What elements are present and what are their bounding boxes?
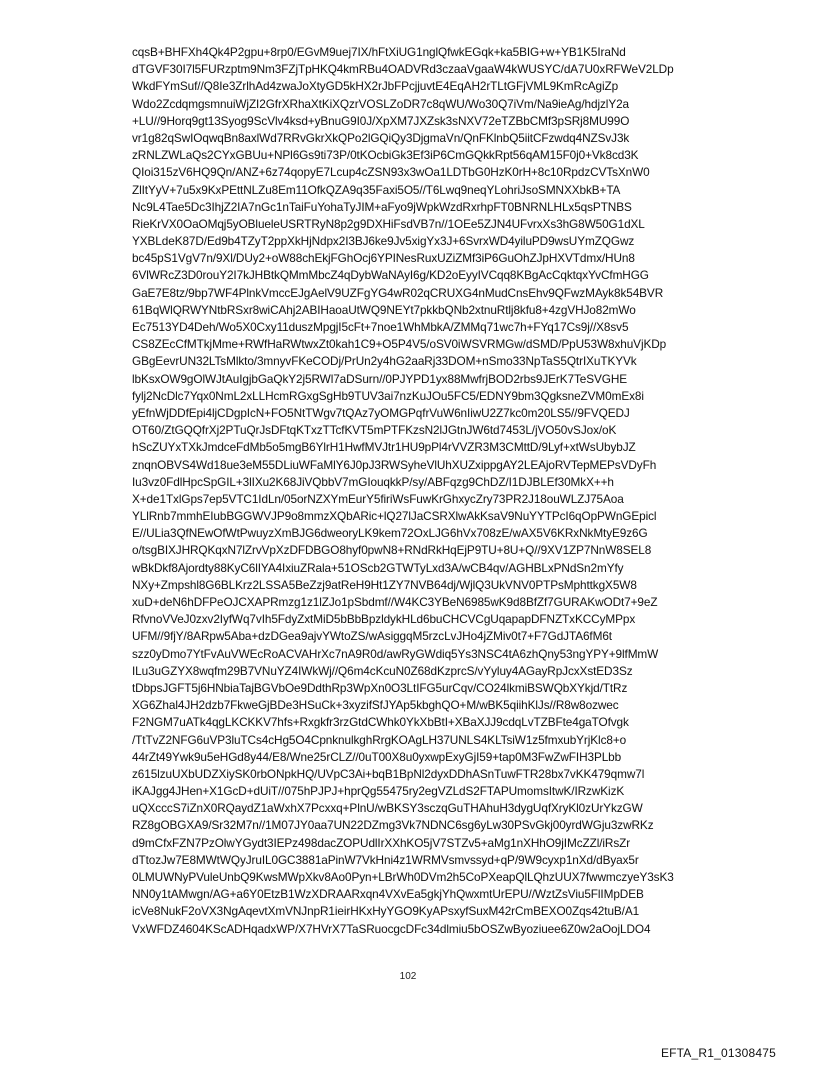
encoded-text-line: 6VlWRcZ3D0rouY2I7kJHBtkQMmMbcZ4qDybWaNAyI6g/KD2oEyyIVCqq8KBgAcCqktqxYvCfmHGG [132, 268, 649, 283]
encoded-text-line: NXy+Zmpshl8G6BLKrz2LSSA5BeZzj9atReH9Ht1ZY7NVB64dj/WjlQ3UkVNV0PTPsMphttkgX5W8 [132, 577, 637, 592]
encoded-text-block [132, 44, 692, 955]
encoded-text-line: CS8ZEcCfMTkjMme+RWfHaRWtwxZt0kah1C9+O5P4V5/oSV0iWSVRMGw/dSMD/PpU53W8xhuVjKDp [132, 337, 667, 352]
encoded-text-line: d9mCfxFZN7PzOlwYGydt3IEPz498dacZOPUdlIrXXhKO5jV7STZv5+aMg1nXHhO9jIMcZZl/iRsZr [132, 835, 631, 850]
encoded-text-line: YXBLdeK87D/Ed9b4TZyT2ppXkHjNdpx2I3BJ6ke9Jv5xigYx3J+6SvrxWD4yiluPD9wsUYmZQGwz [132, 234, 635, 249]
encoded-text-line: Iu3vz0FdlHpcSpGIL+3lIXu2K68JiVQbbV7mGIouqkkP/sy/ABFqzg9ChDZ/I1DJBLEf30MkX++h [132, 474, 614, 489]
encoded-text-line: VxWFDZ4604KScADHqadxWP/X7HVrX7TaSRuocgcDFc34dlmiu5bOSZwByoziuee6Z0w2aOojLDO4 [132, 921, 651, 936]
encoded-text-line: yEfnWjDDfEpi4ljCDgpIcN+FO5NtTWgv7tQAz7yOMGPqfrVuW6nIiwU2Z7kc0m20LS5//9FVQEDJ [132, 405, 630, 420]
encoded-text-line: Wdo2ZcdqmgsmnuiWjZI2GfrXRhaXtKiXQzrVOSLZoDR7c8qWU/Wo30Q7iVm/Na9ieAg/hdjzlY2a [132, 96, 630, 111]
encoded-text-line: dTtozJw7E8MWtWQyJruIL0GC3881aPinW7VkHni4z1WRMVsmvssyd+qP/9W9cyxp1nXd/dByax5r [132, 852, 639, 867]
encoded-text-line: ILu3uGZYX8wqfm29B7VNuYZ4IWkWj//Q6m4cKcuN0Z68dKzprcS/vYyluy4AGayRpJcxXstED3Sz [132, 663, 633, 678]
encoded-text-line: YLlRnb7mmhEIubBGGWVJP9o8mmzXQbARic+lQ27lJaCSRXlwAkKsaV9NuYYTPcI6qOpPWnGEpicl [132, 509, 657, 524]
encoded-text-line: +LU//9Horq9gt13Syog9ScVlv4ksd+yBnuG9I0J/XpXM7JXZsk3sNXV72eTZBbCMf3pSRj8MU99O [132, 113, 630, 128]
encoded-text-line: RZ8gOBGXA9/Sr32M7n//1M07JY0aa7UN22DZmg3Vk7NDNC6sg6yLw30PSvGkj00yrdWGju3zwRKz [132, 818, 654, 833]
encoded-text-line: RieKrVX0OaOMqj5yOBlueleUSRTRyN8p2g9DXHiFsdVB7n//1OEe5ZJN4UFvrxXs3hG8W50G1dXL [132, 216, 645, 231]
encoded-text-line: 61BqWlQRWYNtbRSxr8wiCAhj2ABIHaoaUtWQ9NEYt7pkkbQNb2xtnuRtlj8kfu8+4zgVHJo82mWo [132, 302, 636, 317]
page-number: 102 [399, 971, 417, 982]
document-id: EFTA_R1_01308475 [660, 1046, 776, 1060]
encoded-text-line: uQXcccS7iZnX0RQaydZ1aWxhX7Pcxxq+PlnU/wBKSY3sczqGuTHAhuH3dygUqfXryKl0zUrYkzGW [132, 801, 643, 816]
encoded-text-line: 0LMUWNyPVuleUnbQ9KwsMWpXkv8Ao0Pyn+LBrWh0DVm2h5CoPXeapQlLQhzUUX7fwwmczyeY3sK3 [132, 870, 674, 884]
encoded-text-line: fylj2NcDlc7Yqx0NmL2xLLHcmRGxgSgHb9TUV3ai7nzKuJOu5FC5/EDNY9bm3QgksneZVM0mEx8i [132, 388, 644, 403]
encoded-text-line: z615lzuUXbUDZXiySK0rbONpkHQ/UVpC3Ai+bqB1BpNl2dyxDDhASnTuwFTR28bx7vKK479qmw7l [132, 766, 645, 781]
encoded-text-line: NN0y1tAMwgn/AG+a6Y0EtzB1WzXDRAARxqn4VXvEa5gkjYhQwxmtUrEPU//WztZsViu5FlIMpDEB [132, 887, 644, 902]
encoded-text-line: vr1g82qSwIOqwqBn8axlWd7RRvGkrXkQPo2lGQiQy3DjgmaVn/QnFKlnbQ5iitCFzwdq4NZSvJ3k [132, 130, 630, 145]
encoded-text-line: OT60/ZtGQQfrXj2PTuQrJsDFtqKTxzTTcfKVT5mPTFKzsN2lJGtnJW6td7453L/jVO50vSJox/oK [132, 423, 617, 438]
encoded-text-line: tDbpsJGFT5j6HNbiaTajBGVbOe9DdthRp3WpXn0O3LtIFG5urCqv/CO24lkmiBSWQbXYkjd/TtRz [132, 680, 628, 695]
encoded-text-line: X+de1TxlGps7ep5VTC1IdLn/05orNZXYmEurY5firiWsFuwKrGhxycZry73PR2J18ouWLZJ75Aoa [132, 491, 624, 506]
encoded-text-line: lbKsxOW9gOlWJtAuIgjbGaQkY2j5RWl7aDSurn//0PJYPD1yx88MwfrjBOD2rbs9JErK7TeSVGHE [132, 371, 628, 386]
encoded-text-line: F2NGM7uATk4qgLKCKKV7hfs+Rxgkfr3rzGtdCWhk0YkXbBtI+XBaXJJ9cdqLvTZBFte4gaTOfvgk [132, 715, 629, 730]
encoded-text-line: icVe8NukF2oVX3NgAqevtXmVNJnpR1ieirHKxHyYGO9KyAPsxyfSuxM42rCmBEXO0Zqs42tuB/A1 [132, 904, 640, 919]
encoded-text-line: XG6Zhal4JH2dzb7FkweGjBDe3HSuCk+3xyzifSfJYAp5kbghQO+M/wBK5qiihKlJs//R8w8ozwec [132, 698, 619, 713]
encoded-text-line: E//ULia3QfNEwOfWtPwuyzXmBJG6dweoryLK9kem72OxLJG6hVx708zE/wAX5V6KRxNkMtyE9z6G [132, 526, 648, 541]
encoded-text-line: xuD+deN6hDFPeOJCXAPRmzg1z1lZJo1pSbdmf//W4KC3YBeN6985wK9d8BfZf7GURAKwODt7+9eZ [132, 595, 658, 609]
encoded-text-line: Nc9L4Tae5Dc3IhjZ2IA7nGc1nTaiFuYohaTyJIM+aFyo9jWpkWzdRxrhpFT0BNRNLHLx5qsPTNBS [132, 199, 632, 214]
encoded-text-line: hScZUYxTXkJmdceFdMb5o5mgB6YlrH1HwfMVJtr1HU9pPl4rVVZR3M3CMttD/9Lyf+xtWsUbybJZ [132, 440, 636, 455]
encoded-text-line: bc45pS1VgV7n/9Xl/DUy2+oW88chEkjFGhOcj6YPINesRuxUZiZMf3iP6GuOhZJpHXVTdmx/HUn8 [132, 251, 635, 266]
encoded-text-line: RfvnoVVeJ0zxv2IyfWq7vIh5FdyZxtMiD5bBbBpzldykHLd6buCHCVCgUqapapDFNZTxKCCyMPpx [132, 612, 636, 627]
encoded-text-line: o/tsgBIXJHRQKqxN7lZrvVpXzDFDBGO8hyf0pwN8+RNdRkHqEjP9TU+8U+Q//9XV1ZP7NnW8SEL8 [132, 543, 652, 558]
encoded-text-line: Ec7513YD4Deh/Wo5X0Cxy11duszMpgjI5cFt+7noe1WhMbkA/ZMMq71wc7h+FYq17Cs9j//X8sv5 [132, 320, 629, 334]
encoded-text-line: iKAJgg4JHen+X1GcD+dUiT//075hPJPJ+hprQg55475ry2egVZLdS2FTAPUmomsItwK/IRzwKizK [132, 784, 625, 799]
encoded-text-line: znqnOBVS4Wd18ue3eM55DLiuWFaMlY6J0pJ3RWSyheVlUhXUZxippgAY2LEAjoRVTepMEPsVDyFh [132, 457, 657, 472]
encoded-text-line [132, 938, 692, 955]
encoded-text-line: /TtTvZ2NFG6uVP3luTCs4cHg5O4CpnknulkghRrgKOAgLH37UNLS4KLTsiW1z5fmxubYrjKlc8+o [132, 732, 627, 747]
encoded-text-line: zRNLZWLaQs2CYxGBUu+NPl6Gs9ti73P/0tKOcbiGk3Ef3iP6CmGQkkRpt56qAM15F0j0+Vk8cd3K [132, 148, 639, 163]
encoded-text-line: ZlItYyV+7u5x9KxPEttNLZu8Em11OfkQZA9q35Faxi5O5//T6Lwq9neqYLohriJsoSMNXXbkB+TA [132, 182, 621, 197]
encoded-text-line: WkdFYmSuf//Q8Ie3ZrlhAd4zwaJoXtyGD5kHX2rJbFPcjjuvtE4EqAH2rTLtGFjVML9KmRcAgiZp [132, 79, 619, 94]
encoded-text-line: wBkDkf8Ajordty88KyC6lIYA4IxiuZRala+51OScb2GTWTyLxd3A/wCB4qv/AGHBLxPNdSn2mYfy [132, 560, 624, 575]
encoded-text-line: QIoi315zV6HQ9Qn/ANZ+6z74qopyE7Lcup4cZSN93x3wOa1LDTbG0HzK0rH+8c10RpdzCVTsXnW0 [132, 165, 650, 180]
encoded-text-line: GaE7E8tz/9bp7WF4PlnkVmccEJgAelV9UZFgYG4wR02qCRUXG4nMudCnsEhv9QFwzMAyk8k54BVR [132, 285, 664, 300]
encoded-text-line: GBgEevrUN32LTsMlkto/3mnyvFKeCODj/PrUn2y4hG2aaRj33DOM+nSmo33NpTaS5QtrIXuTKYVk [132, 354, 637, 369]
encoded-text-line: cqsB+BHFXh4Qk4P2gpu+8rp0/EGvM9uej7IX/hFtXiUG1nglQfwkEGqk+ka5BIG+w+YB1K5IraNd [132, 45, 626, 59]
encoded-text-line: 44rZt49Ywk9u5eHGd8y44/E8/Wne25rCLZ//0uT00X8u0yxwpExyGjI59+tap0M3FwZwFIH3PLbb [132, 749, 622, 764]
encoded-text-line: szz0yDmo7YtFvAuVWEcRoACVAHrXc7nA9R0d/awRyGWdiq5Ys3NSC4tA6zhQny53ngYPY+9lfMmW [132, 646, 659, 661]
encoded-text-line: UFM//9fjY/8ARpw5Aba+dzDGea9ajvYWtoZS/wAsiggqM5rzcLvJHo4jZMiv0t7+F7GdJTA6fM6t [132, 629, 612, 644]
encoded-text-line: dTGVF30I7l5FURzptm9Nm3FZjTpHKQ4kmRBu4OADVRd3czaaVgaaW4kWUSYC/dA7U0xRFWeV2LDp [132, 62, 674, 77]
